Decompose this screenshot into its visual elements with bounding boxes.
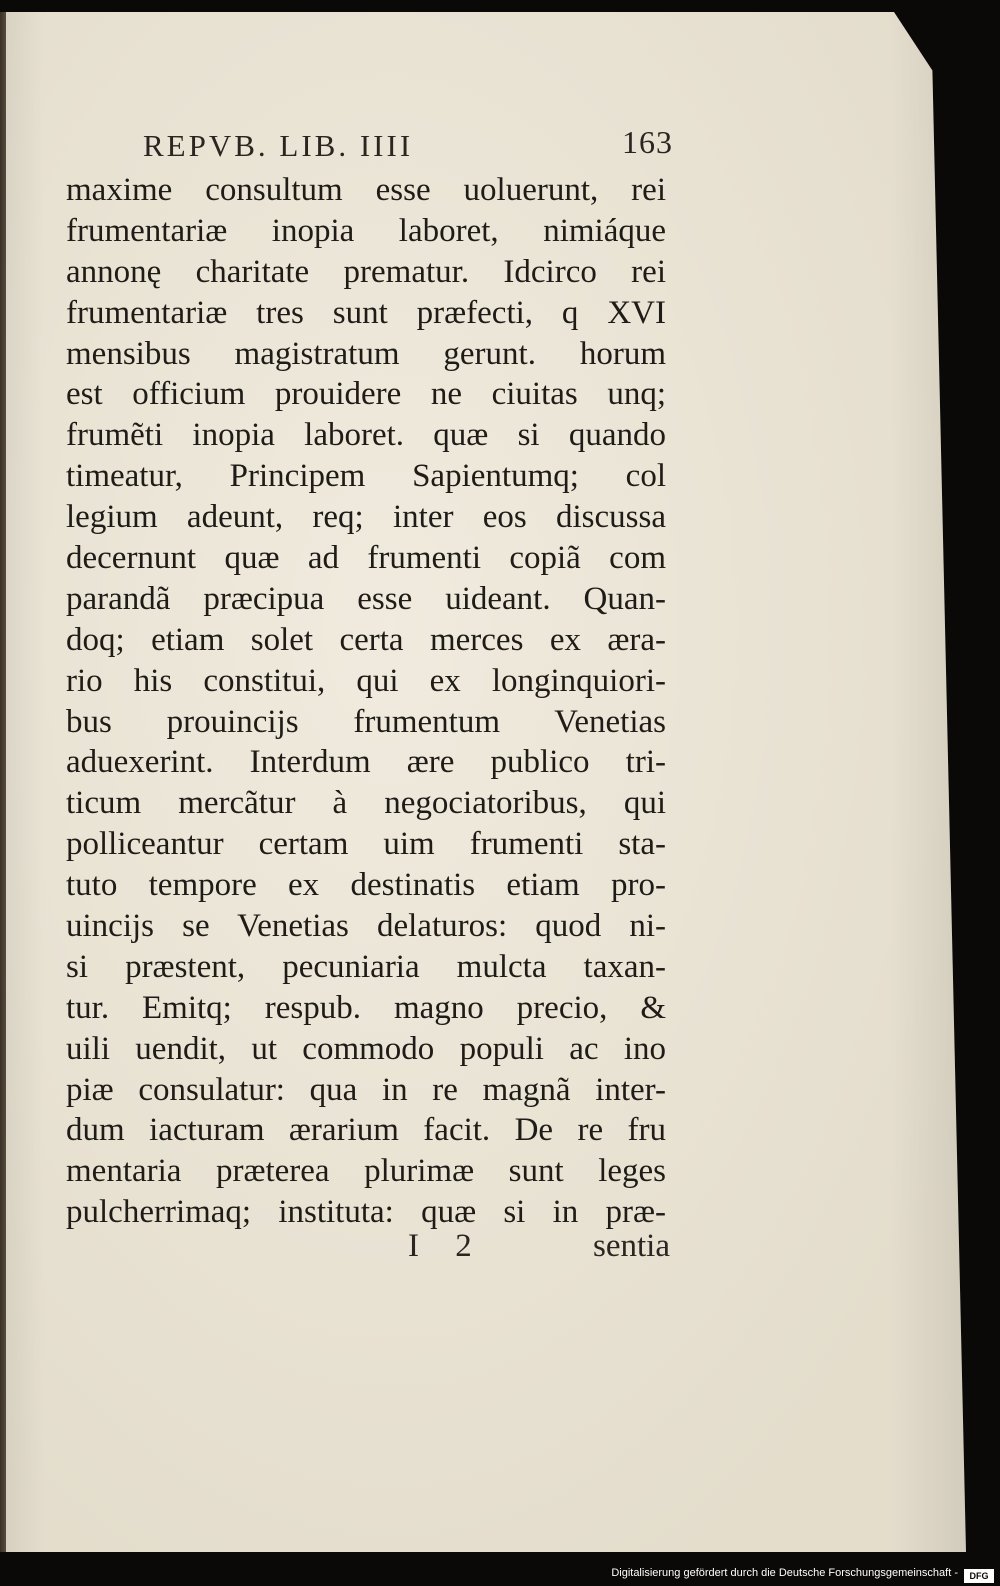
text-line: parandã præcipua esse uideant. Quan-	[66, 580, 666, 617]
page-header	[143, 124, 673, 168]
text-line: timeatur, Principem Sapientumq; col	[66, 458, 666, 495]
text-line: dum iacturam ærarium facit. De re fru	[66, 1112, 666, 1149]
text-line: frumentariæ inopia laboret, nimiáque	[66, 212, 666, 249]
catchword: sentia	[593, 1228, 670, 1264]
signature-mark: I 2	[408, 1228, 486, 1264]
dfg-logo: DFG	[964, 1569, 994, 1583]
text-line: uincijs se Venetias delaturos: quod ni-	[66, 908, 666, 945]
text-line: mentaria præterea plurimæ sunt leges	[66, 1153, 666, 1190]
text-line: tuto tempore ex destinatis etiam pro-	[66, 867, 666, 904]
page-number: 163	[622, 124, 673, 160]
text-line: frumentariæ tres sunt præfecti, q XVI	[66, 294, 666, 331]
text-line: ticum mercãtur à negociatoribus, qui	[66, 785, 666, 822]
text-line: est officium prouidere ne ciuitas unq;	[66, 376, 666, 413]
text-line: frumẽti inopia laboret. quæ si quando	[66, 417, 666, 454]
text-line: legium adeunt, req; inter eos discussa	[66, 499, 666, 536]
digitization-credit: Digitalisierung gefördert durch die Deutsche Forschungsgemeinschaft -	[611, 1567, 958, 1579]
text-line: maxime consultum esse uoluerunt, rei	[66, 172, 666, 208]
text-line: mensibus magistratum gerunt. horum	[66, 335, 666, 372]
text-line: decernunt quæ ad frumenti copiã com	[66, 540, 666, 577]
text-line: bus prouincijs frumentum Venetias	[66, 703, 666, 740]
text-line: annonę charitate prematur. Idcirco rei	[66, 253, 666, 290]
text-line: polliceantur certam uim frumenti sta-	[66, 826, 666, 863]
running-head: REPVB. LIB. IIII	[143, 128, 414, 163]
text-line: si præstent, pecuniaria mulcta taxan-	[66, 948, 666, 985]
body-text	[66, 170, 666, 1233]
text-line: uili uendit, ut commodo populi ac ino	[66, 1030, 666, 1067]
text-line: aduexerint. Interdum ære publico tri-	[66, 744, 666, 781]
text-line: tur. Emitq; respub. magno precio, &	[66, 989, 666, 1026]
page-footer	[400, 1226, 670, 1270]
text-line: piæ consulatur: qua in re magnã inter-	[66, 1071, 666, 1108]
text-line: pulcherrimaq; instituta: quæ si in præ-	[66, 1194, 666, 1231]
text-line: rio his constitui, qui ex longinquiori-	[66, 662, 666, 699]
text-line: doq; etiam solet certa merces ex æra-	[66, 621, 666, 658]
